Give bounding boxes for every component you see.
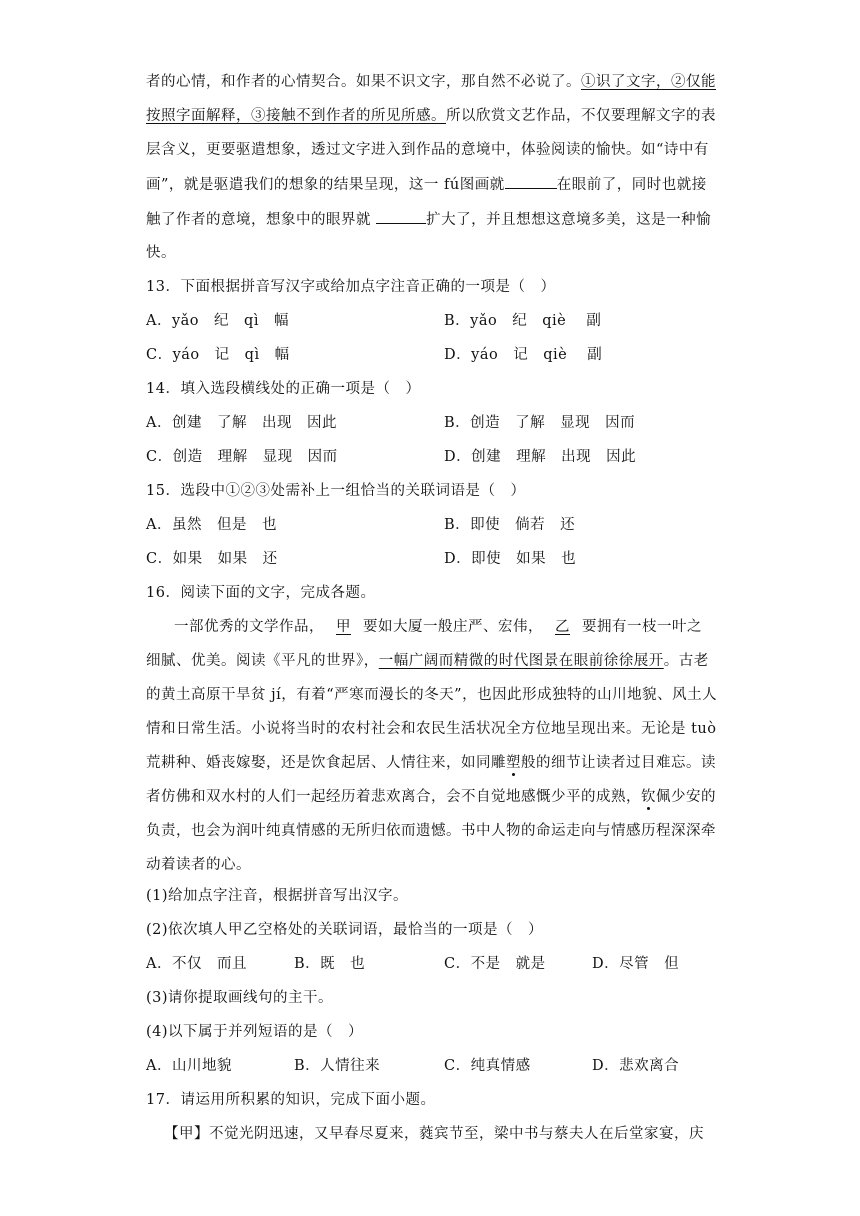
q16-sub4-option-a: A．山川地貌 — [146, 1058, 232, 1074]
q16-sub2: (2)依次填人甲乙空格处的关联词语，最恰当的一项是（ ） — [146, 922, 544, 938]
q16-passage-line4: 情和日常生活。小说将当时的农村社会和农民生活状况全方位地呈现出来。无论是 tuò — [146, 721, 717, 737]
passage1-line3: 层含义，更要驱遣想象，透过文字进入到作品的意境中，体验阅读的愉快。如“诗中有 — [146, 142, 709, 158]
q17-stem: 17．请运用所积累的知识，完成下面小题。 — [146, 1092, 436, 1108]
dotted-char: 钦 — [641, 789, 656, 805]
q16-sub4: (4)以下属于并列短语的是（ ） — [146, 1024, 364, 1040]
fill-blank — [376, 209, 426, 224]
underlined-sentence: 一幅广阔而精微的时代图景在眼前徐徐展开 — [378, 653, 664, 669]
q16-sub4-option-c: C．纯真情感 — [444, 1058, 531, 1074]
q15-stem: 15．选段中①②③处需补上一组恰当的关联词语是（ ） — [146, 483, 526, 499]
passage1-line4: 画”，就是驱遣我们的想象的结果呈现，这一 fú图画就 在眼前了，同时也就接 — [146, 174, 707, 195]
q16-passage-line7: 负责，也会为润叶纯真情感的无所归依而遗憾。书中人物的命运走向与情感历程深深牵 — [146, 823, 716, 839]
blank-jia: 甲 — [336, 619, 351, 635]
q16-sub1: (1)给加点字注音，根据拼音写出汉字。 — [146, 888, 409, 904]
q17-passage-line1: 【甲】不觉光阴迅速，又早春尽夏来，蕤宾节至，梁中书与蔡夫人在后堂家宴，庆 — [164, 1126, 704, 1142]
q13-option-c: C．yáo 记 qì 幅 — [146, 347, 290, 363]
q16-sub2-option-a: A．不仅 而且 — [146, 956, 247, 972]
q14-option-b: B．创造 了解 显现 因而 — [444, 415, 636, 431]
passage1-line6: 快。 — [146, 245, 176, 261]
blank-yi: 乙 — [555, 619, 570, 635]
fill-blank — [505, 174, 557, 189]
q16-sub2-option-c: C．不是 就是 — [444, 956, 546, 972]
q16-passage-line1: 一部优秀的文学作品， 甲 要如大厦一般庄严、宏伟， 乙 要拥有一枝一叶之 — [174, 619, 702, 635]
q16-sub4-option-d: D．悲欢离合 — [592, 1058, 680, 1074]
q13-stem: 13．下面根据拼音写汉字或给加点字注音正确的一项是（ ） — [146, 279, 556, 295]
q16-sub2-option-d: D．尽管 但 — [592, 956, 680, 972]
q16-stem: 16．阅读下面的文字，完成各题。 — [146, 585, 376, 601]
underlined-phrase: ①识了文字，②仅能 — [581, 74, 716, 90]
q14-stem: 14．填入选段横线处的正确一项是（ ） — [146, 381, 421, 397]
q16-passage-line3: 的黄土高原干旱贫 jí，有着“严寒而漫长的冬天”，也因此形成独特的山川地貌、风土人 — [146, 687, 718, 703]
q13-option-a: A．yǎo 纪 qì 幅 — [146, 313, 289, 329]
q16-sub4-option-b: B．人情往来 — [294, 1058, 381, 1074]
q15-option-b: B．即使 倘若 还 — [444, 517, 576, 533]
q13-option-d: D．yáo 记 qiè 副 — [444, 347, 603, 363]
q16-passage-line6: 者仿佛和双水村的人们一起经历着悲欢离合，会不自觉地感慨少平的成熟，钦佩少安的 — [146, 789, 716, 805]
q14-option-c: C．创造 理解 显现 因而 — [146, 449, 338, 465]
q16-sub3: (3)请你提取画线句的主干。 — [146, 990, 334, 1006]
q15-option-a: A．虽然 但是 也 — [146, 517, 277, 533]
q14-option-d: D．创建 理解 出现 因此 — [444, 449, 637, 465]
q15-option-d: D．即使 如果 也 — [444, 551, 577, 567]
dotted-char: 塑 — [506, 755, 521, 771]
q16-passage-line8: 动着读者的心。 — [146, 857, 251, 873]
q15-option-c: C．如果 如果 还 — [146, 551, 278, 567]
underlined-phrase: 按照字面解释，③接触不到作者的所见所感。 — [146, 108, 446, 124]
passage1-line1: 者的心情，和作者的心情契合。如果不识文字，那自然不必说了。①识了文字，②仅能 — [146, 74, 716, 90]
passage1-line5: 触了作者的意境，想象中的眼界就 扩大了，并且想想这意境多美，这是一种愉 — [146, 209, 711, 230]
q16-passage-line5: 荒耕种、婚丧嫁娶，还是饮食起居、人情往来，如同雕塑般的细节让读者过目难忘。读 — [146, 755, 716, 771]
q16-passage-line2: 细腻、优美。阅读《平凡的世界》，一幅广阔而精微的时代图景在眼前徐徐展开。古老 — [146, 653, 709, 669]
passage1-line2: 按照字面解释，③接触不到作者的所见所感。所以欣赏文艺作品，不仅要理解文字的表 — [146, 108, 716, 124]
q14-option-a: A．创建 了解 出现 因此 — [146, 415, 337, 431]
q13-option-b: B．yǎo 纪 qiè 副 — [444, 313, 602, 329]
q16-sub2-option-b: B．既 也 — [294, 956, 366, 972]
